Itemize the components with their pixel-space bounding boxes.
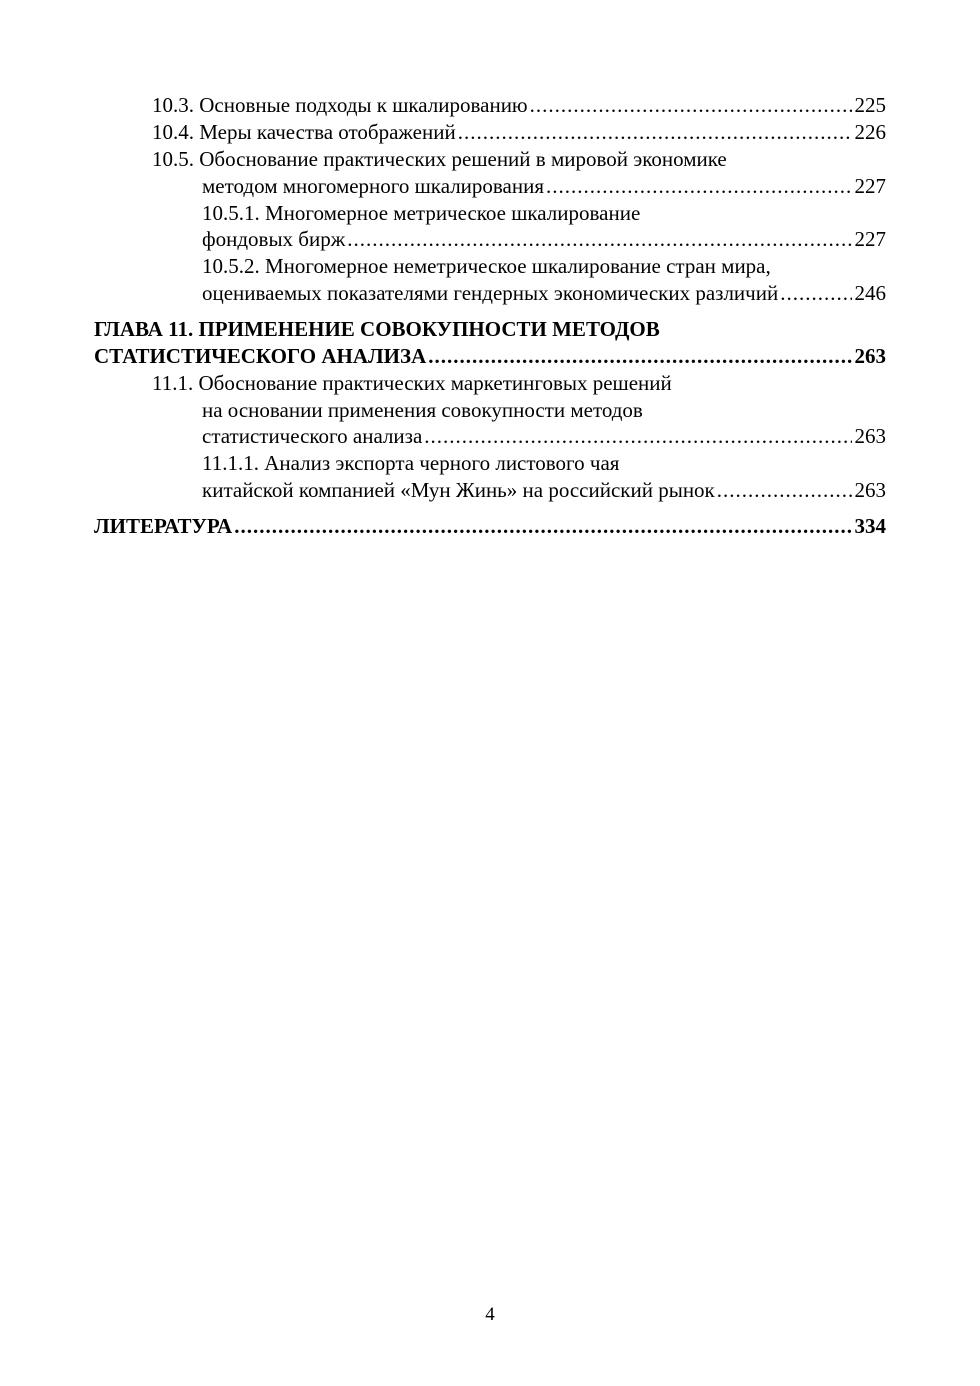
toc-leader-dots xyxy=(458,119,852,145)
toc-entry-10-4[interactable] xyxy=(152,119,886,145)
toc-entry-page: 225 xyxy=(854,93,886,117)
toc-chapter-page: 263 xyxy=(854,344,886,368)
toc-chapter-title: ГЛАВА 11. ПРИМЕНЕНИЕ СОВОКУПНОСТИ МЕТОДОВ xyxy=(94,317,660,341)
toc-entry-10-5-2-line2[interactable] xyxy=(202,280,886,306)
toc-leader-dots xyxy=(234,513,851,539)
toc-leader-dots xyxy=(347,226,851,252)
toc-entry-title: 10.3. Основные подходы к шкалированию xyxy=(152,93,528,117)
toc-entry-10-3[interactable] xyxy=(152,92,886,118)
toc-entry-page: 226 xyxy=(854,120,886,144)
toc-entry-title: фондовых бирж xyxy=(202,227,346,251)
toc-entry-title: 11.1. Обоснование практических маркетинговых решений xyxy=(152,371,672,395)
toc-leader-dots xyxy=(530,92,852,118)
toc-entry-title: 11.1.1. Анализ экспорта черного листового чая xyxy=(202,451,620,475)
toc-entry-11-1-line3[interactable] xyxy=(202,423,886,449)
toc-entry-page: 227 xyxy=(854,174,886,198)
toc-entry-10-5-2-line1[interactable] xyxy=(202,253,771,279)
toc-entry-title: методом многомерного шкалирования xyxy=(202,174,545,198)
toc-entry-title: 10.4. Меры качества отображений xyxy=(152,120,456,144)
toc-leader-dots xyxy=(717,477,852,503)
toc-entry-title: оцениваемых показателями гендерных экономических различий xyxy=(202,281,779,305)
toc-chapter-page: 334 xyxy=(854,514,886,538)
toc-entry-title: на основании применения совокупности методов xyxy=(202,398,643,422)
toc-literature[interactable] xyxy=(94,513,886,539)
toc-chapter-title: ЛИТЕРАТУРА xyxy=(94,514,233,538)
toc-entry-11-1-1-line1[interactable] xyxy=(202,450,619,476)
toc-entry-title: 10.5.1. Многомерное метрическое шкалирование xyxy=(202,201,641,225)
toc-leader-dots xyxy=(428,343,851,369)
toc-entry-page: 227 xyxy=(854,227,886,251)
toc-entry-10-5-line1[interactable] xyxy=(152,146,727,172)
page-number: 4 xyxy=(485,1304,495,1325)
toc-chapter-title: СТАТИСТИЧЕСКОГО АНАЛИЗА xyxy=(94,344,427,368)
toc-leader-dots xyxy=(780,280,851,306)
toc-entry-title: 10.5.2. Многомерное неметрическое шкалирование стран мира, xyxy=(202,254,771,278)
toc-entry-page: 263 xyxy=(854,424,886,448)
toc-chapter-11-line2[interactable] xyxy=(94,343,886,369)
toc-entry-10-5-1-line2[interactable] xyxy=(202,226,886,252)
toc-entry-title: статистического анализа xyxy=(202,424,423,448)
toc-entry-title: китайской компанией «Мун Жинь» на российский рынок xyxy=(202,478,715,502)
toc-chapter-11-line1[interactable] xyxy=(94,316,660,342)
toc-entry-10-5-line2[interactable] xyxy=(202,173,886,199)
toc-entry-page: 263 xyxy=(854,478,886,502)
toc-entry-11-1-1-line2[interactable] xyxy=(202,477,886,503)
toc-leader-dots xyxy=(424,423,851,449)
toc-entry-11-1-line2[interactable] xyxy=(202,397,643,423)
toc-entry-page: 246 xyxy=(854,281,886,305)
toc-entry-10-5-1-line1[interactable] xyxy=(202,200,640,226)
toc-leader-dots xyxy=(546,173,851,199)
toc-entry-11-1-line1[interactable] xyxy=(152,370,672,396)
toc-entry-title: 10.5. Обоснование практических решений в мировой экономике xyxy=(152,147,727,171)
